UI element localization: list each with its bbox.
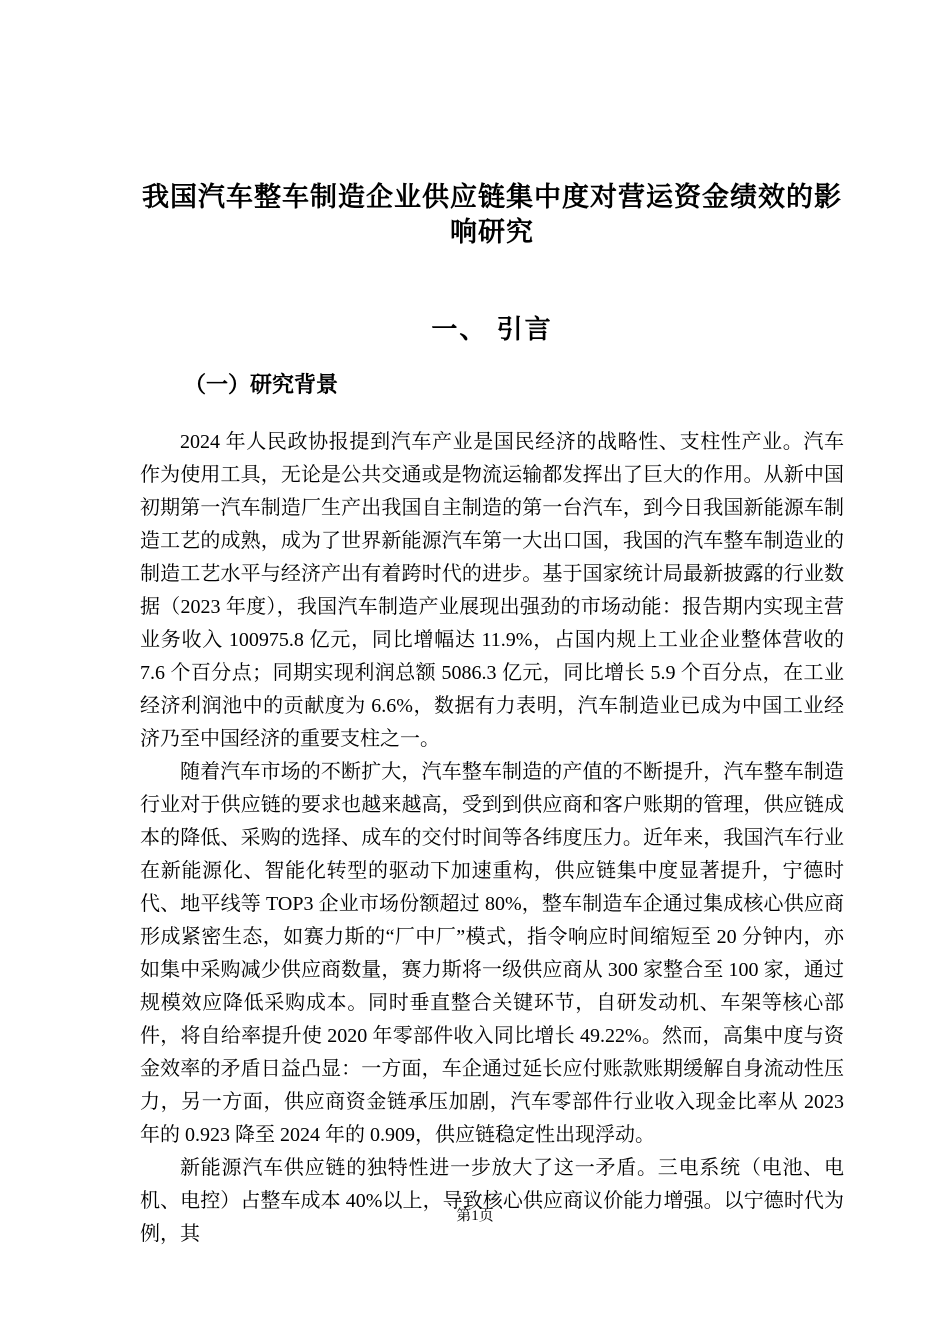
- paragraph: 2024 年人民政协报提到汽车产业是国民经济的战略性、支柱性产业。汽车作为使用工具，无论是公共交通或是物流运输都发挥出了巨大的作用。从新中国初期第一汽车制造厂生产出我国自主制造的第一台汽车，到今日我国新能源车制造工艺的成熟，成为了世界新能源汽车第一大出口国，我国的汽车整车制造业的制造工艺水平与经济产出有着跨时代的进步。基于国家统计局最新披露的行业数据（2023 年度），我国汽车制造产业展现出强劲的市场动能：报告期内实现主营业务收入 100975.8 亿元，同比增幅达 11.9%，占国内规上工业企业整体营收的 7.6 个百分点；同期实现利润总额 5086.3 亿元，同比增长 5.9 个百分点，在工业经济利润池中的贡献度为 6.6%，数据有力表明，汽车制造业已成为中国工业经济乃至中国经济的重要支柱之一。: [140, 431, 844, 750]
- paragraph: 新能源汽车供应链的独特性进一步放大了这一矛盾。三电系统（电池、电机、电控）占整车成本 40%以上，导致核心供应商议价能力增强。以宁德时代为例，其: [140, 1157, 844, 1245]
- page-number: 第1页: [456, 1208, 494, 1224]
- document-body: [140, 426, 844, 1251]
- section-heading-introduction: 一、 引言: [431, 314, 553, 344]
- paragraph: 随着汽车市场的不断扩大，汽车整车制造的产值的不断提升，汽车整车制造行业对于供应链的要求也越来越高，受到到供应商和客户账期的管理，供应链成本的降低、采购的选择、成车的交付时间等各纬度压力。近年来，我国汽车行业在新能源化、智能化转型的驱动下加速重构，供应链集中度显著提升，宁德时代、地平线等 TOP3 企业市场份额超过 80%，整车制造车企通过集成核心供应商形成紧密生态，如赛力斯的“厂中厂”模式，指令响应时间缩短至 20 分钟内，亦如集中采购减少供应商数量，赛力斯将一级供应商从 300 家整合至 100 家，通过规模效应降低采购成本。同时垂直整合关键环节，自研发动机、车架等核心部件，将自给率提升使 2020 年零部件收入同比增长 49.22%。然而，高集中度与资金效率的矛盾日益凸显：一方面，车企通过延长应付账款账期缓解自身流动性压力，另一方面，供应商资金链承压加剧，汽车零部件行业收入现金比率从 2023 年的 0.923 降至 2024 年的 0.909，供应链稳定性出现浮动。: [140, 761, 844, 1146]
- subsection-heading-research-background: （一）研究背景: [184, 372, 339, 397]
- document-title: 我国汽车整车制造企业供应链集中度对营运资金绩效的影响研究: [142, 182, 842, 247]
